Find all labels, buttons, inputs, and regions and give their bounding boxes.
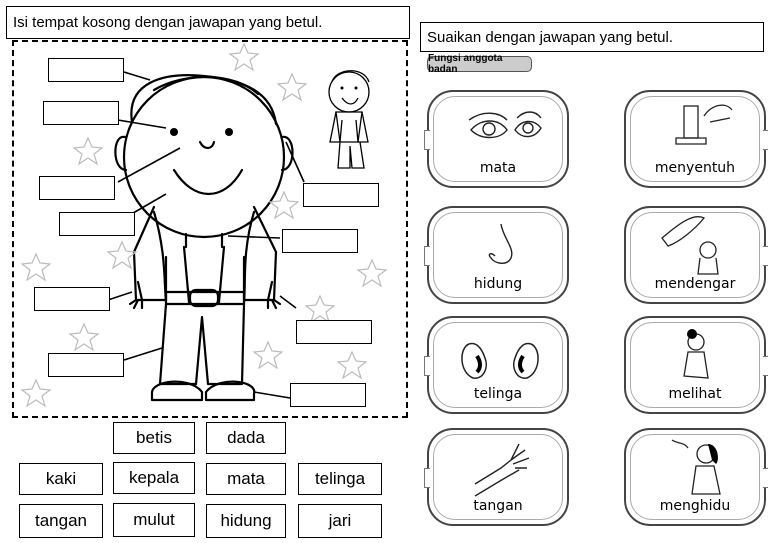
answer-box-4[interactable] (59, 212, 135, 236)
answer-box-7[interactable] (34, 287, 110, 311)
answer-box-10[interactable] (290, 383, 366, 407)
card-telinga[interactable] (427, 316, 569, 414)
card-menghidu[interactable] (624, 428, 766, 526)
word-mata[interactable]: mata (206, 463, 286, 495)
answer-box-8[interactable] (296, 320, 372, 344)
card-tangan[interactable] (427, 428, 569, 526)
word-kepala[interactable]: kepala (113, 462, 195, 494)
word-hidung[interactable]: hidung (206, 504, 286, 538)
answer-box-2[interactable] (43, 101, 119, 125)
card-label-telinga: telinga (473, 386, 523, 402)
card-hidung[interactable] (427, 206, 569, 304)
word-dada[interactable]: dada (206, 422, 286, 454)
answer-box-5[interactable] (303, 183, 379, 207)
topic-tag: Fungsi anggota badan (427, 56, 532, 72)
card-mata[interactable] (427, 90, 569, 188)
card-label-tangan: tangan (473, 498, 523, 514)
left-instruction: Isi tempat kosong dengan jawapan yang betul. (13, 14, 323, 31)
answer-box-6[interactable] (282, 229, 358, 253)
card-label-hidung: hidung (473, 276, 523, 292)
word-jari[interactable]: jari (298, 504, 382, 538)
card-label-mendengar: mendengar (654, 276, 736, 292)
word-tangan[interactable]: tangan (19, 504, 103, 538)
word-telinga[interactable]: telinga (298, 463, 382, 495)
word-kaki[interactable]: kaki (19, 463, 103, 495)
word-mulut[interactable]: mulut (113, 503, 195, 537)
card-label-menghidu: menghidu (659, 498, 731, 514)
card-menyentuh[interactable] (624, 90, 766, 188)
card-mendengar[interactable] (624, 206, 766, 304)
word-betis[interactable]: betis (113, 422, 195, 454)
answer-box-1[interactable] (48, 58, 124, 82)
card-melihat[interactable] (624, 316, 766, 414)
right-instruction-box (420, 22, 764, 52)
card-label-menyentuh: menyentuh (654, 160, 736, 176)
card-label-mata: mata (479, 160, 517, 176)
right-instruction: Suaikan dengan jawapan yang betul. (427, 28, 674, 46)
card-label-melihat: melihat (668, 386, 722, 402)
answer-box-3[interactable] (39, 176, 115, 200)
left-instruction-box (6, 6, 410, 39)
answer-box-9[interactable] (48, 353, 124, 377)
